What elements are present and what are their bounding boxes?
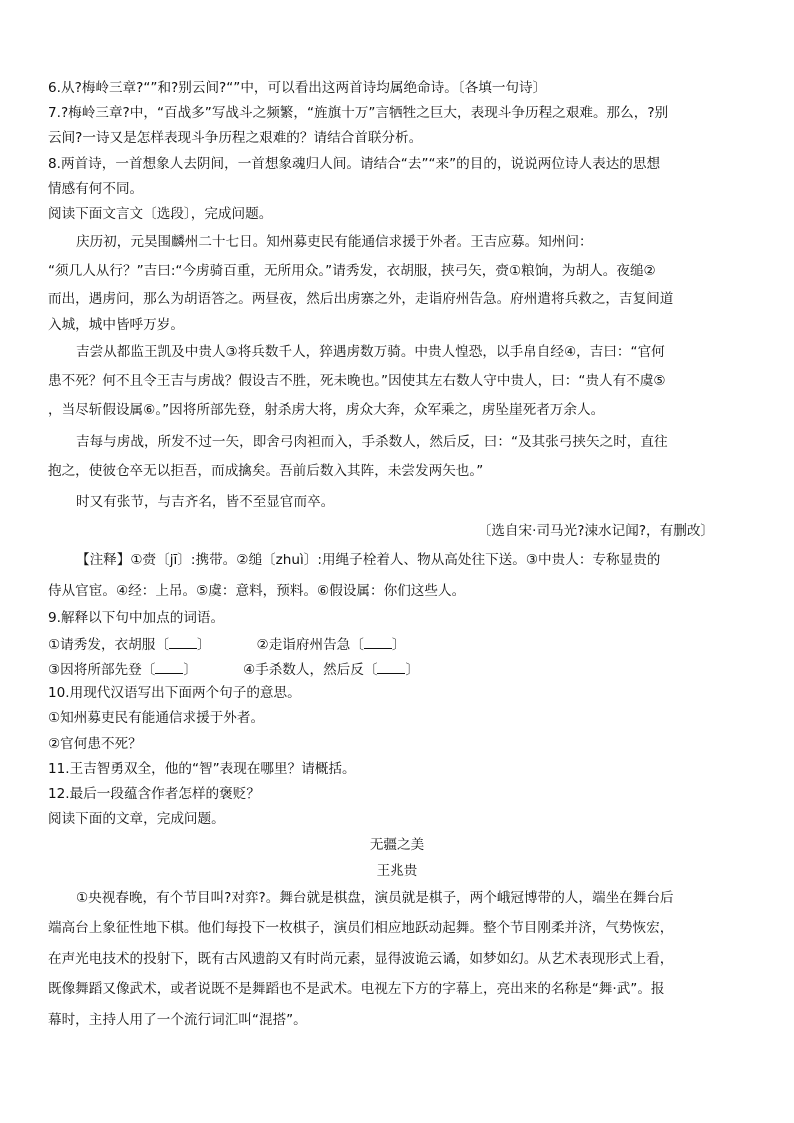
article-title: 无疆之美 bbox=[369, 837, 425, 853]
classical-p2-line-2: 患不死？何不且令王吉与虏战？假设吉不胜，死未晚也。”因使其左右数人守中贵人，曰：“贵人有不虞⑤ bbox=[48, 373, 666, 389]
question-9d: ④手杀数人，然后反〔 bbox=[242, 662, 378, 678]
article-p1-line-3: 在声光电技术的投射下，既有古风遗韵又有时尚元素，显得波诡云谲，如梦如幻。从艺术表现形式上看， bbox=[48, 951, 674, 967]
question-11: 11.王吉智勇双全，他的“智”表现在哪里？请概括。 bbox=[48, 761, 356, 777]
source-citation: 〔选自宋·司马光?涑水记闻?，有删改〕 bbox=[477, 523, 714, 539]
question-10a: ①知州募吏民有能通信求援于外者。 bbox=[48, 710, 265, 726]
classical-p3-line-1: 吉每与虏战，所发不过一矢，即舍弓肉袒而入，手杀数人，然后反，曰：“及其张弓挟矢之时，直往 bbox=[76, 434, 668, 450]
question-9c: ③因将所部先登〔 bbox=[48, 662, 156, 678]
question-7-line-1: 7.?梅岭三章?中，“百战多”写战斗之频繁，“旌旗十万”言牺牲之巨大，表现斗争历程之艰难。那么，?别 bbox=[48, 105, 669, 121]
answer-blank-9d[interactable] bbox=[377, 659, 405, 674]
classical-p2-line-1: 吉尝从都监王凯及中贵人③将兵数千人，猝遇虏数万骑。中贵人惶恐，以手帛自经④，吉曰：“官何 bbox=[76, 344, 665, 360]
question-6: 6.从?梅岭三章?“”和?别云间?“”中，可以看出这两首诗均属绝命诗。〔各填一句诗〕 bbox=[48, 80, 547, 96]
answer-blank-9c[interactable] bbox=[155, 659, 183, 674]
answer-blank-9b[interactable] bbox=[364, 634, 392, 649]
classical-p1-line-2: “须几人从行？”吉曰:“今虏骑百重，无所用众。”请秀发，衣胡服，挟弓矢，赍①粮饷，为胡人。夜缒② bbox=[48, 263, 656, 279]
annotation-line-2: 侍从官宦。④经：上吊。⑤虞：意料，预料。⑥假设属：你们这些人。 bbox=[48, 583, 466, 599]
modern-intro: 阅读下面的文章，完成问题。 bbox=[48, 811, 225, 827]
question-12: 12.最后一段蕴含作者怎样的褒贬？ bbox=[48, 786, 260, 802]
question-7-line-2: 云间?一诗又是怎样表现斗争历程之艰难的？请结合首联分析。 bbox=[48, 130, 423, 146]
question-9a: ①请秀发，衣胡服〔 bbox=[48, 637, 169, 653]
classical-p3-line-2: 抱之，使彼仓卒无以拒吾，而成擒矣。吾前后数入其阵，未尝发两矢也。” bbox=[48, 463, 484, 479]
question-9-row-2: ③因将所部先登〔 〕 ④手杀数人，然后反〔 〕 bbox=[48, 659, 748, 679]
classical-p1-line-3: 而出，遇虏问，那么为胡语答之。两昼夜，然后出虏寨之外，走诣府州告急。府州遣将兵救之，吉复间道 bbox=[48, 291, 674, 307]
question-10: 10.用现代汉语写出下面两个句子的意思。 bbox=[48, 685, 301, 701]
annotation-line-1: 【注释】①赍〔jī〕:携带。②缒〔zhuì〕:用绳子栓着人、物从高处往下送。③中贵人：专称显贵的 bbox=[76, 552, 661, 568]
article-p1-line-4: 既像舞蹈又像武术，或者说既不是舞蹈也不是武术。电视左下方的字幕上，亮出来的名称是“舞·武”。报 bbox=[48, 981, 665, 997]
question-10b: ②官何患不死？ bbox=[48, 736, 142, 752]
classical-p1-line-1: 庆历初，元昊围麟州二十七日。知州募吏民有能通信求援于外者。王吉应募。知州问： bbox=[76, 234, 593, 250]
question-8-line-2: 情感有何不同。 bbox=[48, 181, 144, 197]
question-9-row-1: ①请秀发，衣胡服〔 〕 ②走诣府州告急〔 〕 bbox=[48, 634, 748, 654]
classical-p1-line-4: 入城，城中皆呼万岁。 bbox=[48, 317, 184, 333]
question-8-line-1: 8.两首诗，一首想象人去阴间，一首想象魂归人间。请结合“去”“来”的目的，说说两位诗人表达的思想 bbox=[48, 156, 661, 172]
question-9b: ②走诣府州告急〔 bbox=[256, 637, 364, 653]
article-author: 王兆贵 bbox=[376, 863, 418, 879]
answer-blank-9a[interactable] bbox=[169, 634, 197, 649]
classical-intro: 阅读下面文言文〔选段〕，完成问题。 bbox=[48, 206, 273, 222]
article-p1-line-1: ①央视春晚，有个节目叫?对弈?。舞台就是棋盘，演员就是棋子，两个峨冠博带的人，端坐在舞台后 bbox=[76, 890, 674, 906]
question-9: 9.解释以下句中加点的词语。 bbox=[48, 610, 225, 626]
classical-p2-line-3: ，当尽斩假设属⑥。”因将所部先登，射杀虏大将，虏众大奔，众军乘之，虏坠崖死者万余人。 bbox=[48, 402, 605, 418]
article-p1-line-5: 幕时，主持人用了一个流行词汇叫“混搭”。 bbox=[48, 1012, 307, 1028]
classical-p4-line-1: 时又有张节，与吉齐名，皆不至显官而卒。 bbox=[76, 494, 335, 510]
article-p1-line-2: 端高台上象征性地下棋。他们每投下一枚棋子，演员们相应地跃动起舞。整个节目刚柔并济，气势恢宏， bbox=[48, 920, 674, 936]
